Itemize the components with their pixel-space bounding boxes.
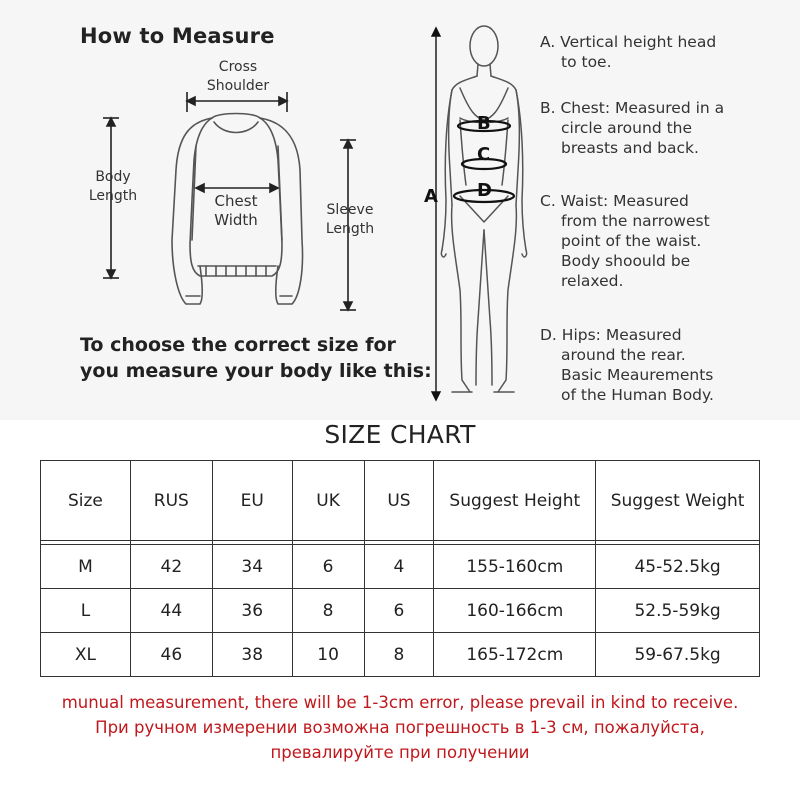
instruction-text <box>80 332 432 384</box>
table-cell: 155-160cm <box>434 545 596 589</box>
table-cell: 45-52.5kg <box>596 545 760 589</box>
description-a <box>540 32 790 72</box>
instruction-line-2: you measure your body like this: <box>80 360 432 382</box>
instruction-line-1: To choose the correct size for <box>80 334 396 356</box>
table-row <box>41 589 760 633</box>
marker-d: D <box>477 180 492 201</box>
table-cell: XL <box>41 633 131 677</box>
chest-width-arrow-icon <box>196 184 278 192</box>
description-b <box>540 98 790 158</box>
table-cell: 165-172cm <box>434 633 596 677</box>
description-a-line-2: to toe. <box>561 53 612 71</box>
description-d-line-3: Basic Meaurements <box>561 366 714 384</box>
table-cell: 8 <box>292 589 364 633</box>
height-arrow-icon <box>432 28 440 400</box>
table-cell: 34 <box>212 545 292 589</box>
header-cell: Suggest Weight <box>596 461 760 541</box>
sleeve-length-line-1: Sleeve <box>326 202 374 218</box>
table-cell: 38 <box>212 633 292 677</box>
chest-width-label <box>200 192 272 230</box>
table-cell: 8 <box>364 633 434 677</box>
description-d-line-4: of the Human Body. <box>561 386 714 404</box>
table-cell: 42 <box>130 545 212 589</box>
chest-width-line-1: Chest <box>214 192 258 210</box>
chest-width-line-2: Width <box>214 211 258 229</box>
size-chart-table <box>40 460 760 677</box>
body-figure-diagram <box>420 20 540 410</box>
description-c <box>540 191 790 291</box>
description-c-line-3: point of the waist. <box>561 232 702 250</box>
error-note-russian-line-2: превалируйте при получении <box>270 743 530 762</box>
description-c-line-1: C. Waist: Measured <box>540 192 689 210</box>
size-chart-title: SIZE CHART <box>324 420 476 449</box>
table-cell: 59-67.5kg <box>596 633 760 677</box>
description-c-line-2: from the narrowest <box>561 212 710 230</box>
table-cell: L <box>41 589 131 633</box>
cross-shoulder-label <box>188 58 288 96</box>
table-cell: 46 <box>130 633 212 677</box>
table-cell: 44 <box>130 589 212 633</box>
error-note-english: munual measurement, there will be 1-3cm error, please prevail in kind to receive. <box>61 693 739 712</box>
header-cell: UK <box>292 461 364 541</box>
marker-a: A <box>424 186 438 207</box>
table-header-row <box>41 461 760 541</box>
description-d-line-2: around the rear. <box>561 346 686 364</box>
header-cell: EU <box>212 461 292 541</box>
description-c-line-5: relaxed. <box>561 272 624 290</box>
header-cell: US <box>364 461 434 541</box>
table-cell: 4 <box>364 545 434 589</box>
table-cell: 6 <box>364 589 434 633</box>
sleeve-length-line-2: Length <box>325 221 375 237</box>
header-cell: Size <box>41 461 131 541</box>
marker-c: C <box>477 144 491 165</box>
body-length-line-2: Length <box>88 188 138 204</box>
description-d-line-1: D. Hips: Measured <box>540 326 682 344</box>
header-cell: Suggest Height <box>434 461 596 541</box>
table-cell: 36 <box>212 589 292 633</box>
table-cell: 10 <box>292 633 364 677</box>
description-d <box>540 325 790 405</box>
cross-shoulder-line-1: Cross <box>218 59 258 75</box>
body-length-line-1: Body <box>95 169 131 185</box>
table-row <box>41 633 760 677</box>
description-b-line-1: B. Chest: Measured in a <box>540 99 725 117</box>
description-b-line-3: breasts and back. <box>561 139 699 157</box>
body-length-label <box>80 168 146 206</box>
how-to-measure-title: How to Measure <box>80 24 275 48</box>
sleeve-length-label <box>315 201 385 239</box>
description-b-line-2: circle around the <box>561 119 693 137</box>
error-note-russian-line-1: При ручном измерении возможна погрешность в 1-3 см, пожалуйста, <box>95 718 705 737</box>
table-cell: M <box>41 545 131 589</box>
header-cell: RUS <box>130 461 212 541</box>
cross-shoulder-line-2: Shoulder <box>206 78 270 94</box>
table-row <box>41 545 760 589</box>
table-cell: 6 <box>292 545 364 589</box>
description-a-line-1: A. Vertical height head <box>540 33 717 51</box>
human-body-outline-icon <box>441 26 526 392</box>
marker-b: B <box>477 113 491 134</box>
table-cell: 160-166cm <box>434 589 596 633</box>
description-c-line-4: Body shoould be <box>561 252 691 270</box>
table-cell: 52.5-59kg <box>596 589 760 633</box>
